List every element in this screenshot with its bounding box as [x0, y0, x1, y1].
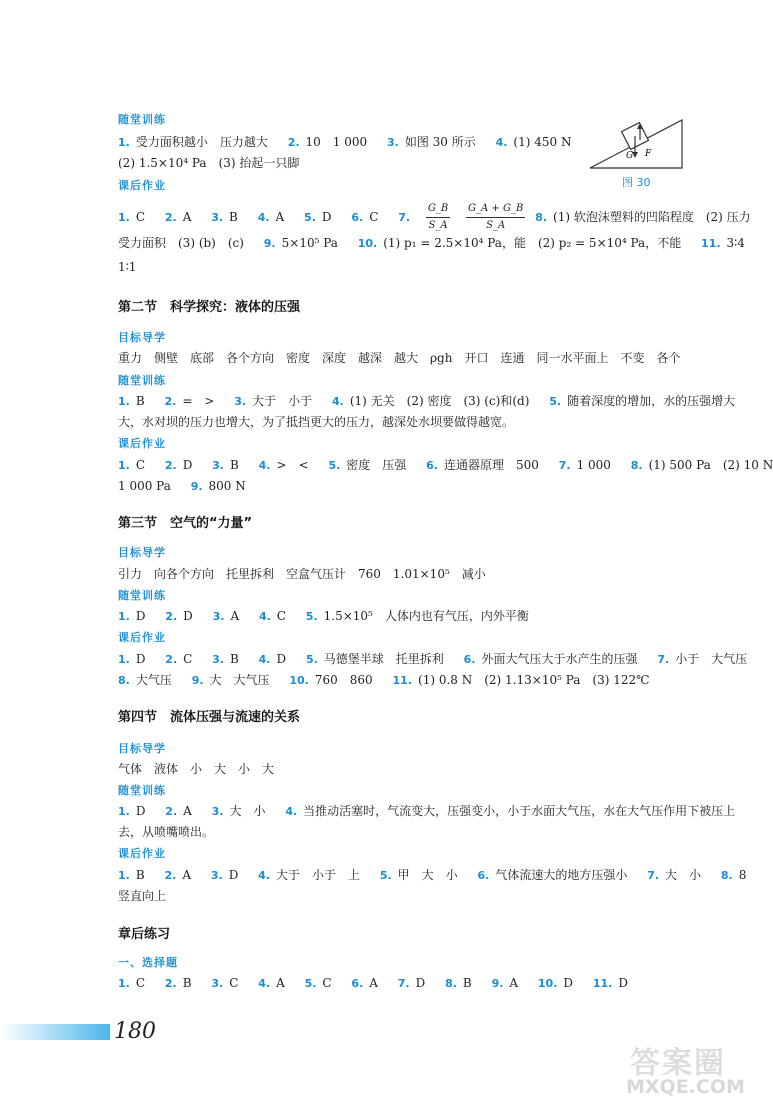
s5-answers-line: 1. C 2. B 3. C 4. A 5. C 6. A 7. D 8. B 9. A 10. D 11. D [118, 976, 628, 990]
fraction-gb-sa: $\frac{G\_B}{S\_A}$ [427, 203, 449, 231]
section-title-3: 第三节 空气的“力量” [118, 516, 253, 531]
answer: A [182, 868, 192, 882]
answer: C [183, 652, 193, 666]
answer: B [230, 652, 239, 666]
s4-suitang-line1: 1. D 2. A 3. 大 小 4. 当推动活塞时，气流变大，压强变小，小于水面大气压，水在大气压作用下被压上 [118, 804, 736, 818]
answer: A [275, 210, 285, 224]
qnum: 4. [495, 136, 508, 149]
section-title-2: 第二节 科学探究：液体的压强 [118, 300, 301, 315]
answer: A [509, 976, 519, 990]
s3-mubiao-text: 引力 向各个方向 托里拆利 空盒气压计 760 1.01×10⁵ 减小 [118, 567, 486, 581]
answer: C [135, 976, 146, 990]
answer: D [182, 458, 193, 472]
label-f: F [645, 149, 652, 159]
heading-mubiao-4: 目标导学 [118, 742, 166, 755]
s3-kehou-line1: 1. D 2. C 3. B 4. D 5. 马德堡半球 托里拆利 6. 外面大气压大于水产生的压强 7. 小于 大气压 [118, 652, 748, 666]
section-title-5: 章后练习 [118, 927, 171, 942]
answer: D [276, 652, 287, 666]
answer: C [135, 458, 146, 472]
answer: 大于 小于 上 [275, 868, 360, 882]
answer: D [135, 609, 146, 623]
answer: C [322, 976, 332, 990]
answer: 1.5×10⁵ 人体内也有气压，内外平衡 [323, 609, 529, 623]
fraction-ga-gb-sa: $\frac{G\_A + G\_B}{S\_A}$ [468, 203, 524, 231]
answer: 连通器原理 500 [443, 458, 539, 472]
answer: 甲 大 小 [397, 868, 458, 882]
answer: (1) 软泡沫塑料的凹陷程度 (2) 压力 [553, 210, 751, 224]
s4-mubiao-text: 气体 液体 小 大 小 大 [118, 762, 275, 776]
answer: D [321, 210, 332, 224]
s2-suitang-line1: 1. B 2. = > 3. 大于 小于 4. (1) 无关 (2) 密度 (3) (c)和(d) 5. 随着深度的增加，水的压强增大 [118, 394, 736, 408]
answer: > < [276, 458, 309, 472]
answer: B [135, 868, 145, 882]
s4-kehou-line2: 竖直向上 [118, 889, 167, 903]
s2-suitang-line2: 大，水对坝的压力也增大，为了抵挡更大的压力，越深处水坝要做得越宽。 [118, 415, 515, 429]
heading-xuanze: 一、选择题 [118, 956, 178, 969]
answer: A [369, 976, 378, 990]
s1-suitang-line1 [118, 134, 571, 151]
answer: 外面大气压大于水产生的压强 [481, 652, 638, 666]
answer: 随着深度的增加，水的压强增大 [567, 394, 736, 408]
answer: 大气压 [135, 673, 172, 687]
section-title-4: 第四节 流体压强与流速的关系 [118, 710, 301, 725]
answer: D [415, 976, 426, 990]
figure-caption: 图 30 [622, 176, 651, 189]
answer: B [462, 976, 472, 990]
heading-kehou-3: 课后作业 [118, 631, 166, 644]
label-g: G [626, 151, 634, 161]
answer: C [369, 210, 379, 224]
answer: D [183, 609, 193, 623]
answer: 受力面积越小 压力越大 [135, 135, 268, 149]
answer: 如图 30 所示 [404, 135, 476, 149]
heading-kehou-1: 课后作业 [118, 179, 166, 192]
heading-suitang-1: 随堂训练 [118, 113, 166, 126]
answer: B [230, 458, 239, 472]
answer: (1) p₁ = 2.5×10⁴ Pa，能 (2) p₂ = 5×10⁴ Pa，不能 [383, 236, 682, 250]
heading-suitang-2: 随堂训练 [118, 374, 166, 387]
answer: B [229, 210, 238, 224]
answer: (1) 0.8 N (2) 1.13×10⁵ Pa (3) 122℃ [418, 673, 650, 687]
answer: C [135, 210, 146, 224]
s4-kehou-line1: 1. B 2. A 3. D 4. 大于 小于 上 5. 甲 大 小 6. 气体流速大的地方压强小 7. 大 小 8. 8 [118, 868, 747, 882]
s3-suitang-line1: 1. D 2. D 3. A 4. C 5. 1.5×10⁵ 人体内也有气压，内外平衡 [118, 609, 529, 623]
s1-suitang-line2: (2) 1.5×10⁴ Pa (3) 抬起一只脚 [118, 156, 300, 170]
qnum: 1. [118, 136, 130, 149]
answer: 小于 大气压 [675, 652, 748, 666]
answer: 大 大气压 [209, 673, 270, 687]
answer: A [183, 804, 192, 818]
s1-kehou-line3: 1∶1 [118, 260, 137, 274]
answer: 1 000 [576, 458, 611, 472]
s2-kehou-line1: 1. C 2. D 3. B 4. > < 5. 密度 压强 6. 连通器原理 500 7. 1 000 8. (1) 500 Pa (2) 10 N [118, 458, 773, 472]
answer: 密度 压强 [346, 458, 407, 472]
answer: 3∶4 [726, 236, 745, 250]
answer: 10 1 000 [305, 135, 368, 149]
answer: A [182, 210, 192, 224]
answer: 8 [738, 868, 747, 882]
s2-kehou-line2: 1 000 Pa 9. 800 N [118, 479, 246, 493]
answer: C [276, 609, 286, 623]
answer: B [182, 976, 192, 990]
answer: 5×10⁵ Pa [281, 236, 338, 250]
answer: B [135, 394, 145, 408]
answer: 800 N [208, 479, 246, 493]
s1-kehou-line2: 受力面积 (3) (b) (c) 9. 5×10⁵ Pa 10. (1) p₁ = 2.5×10⁴ Pa，能 (2) p₂ = 5×10⁴ Pa，不能 11. 3∶4 [118, 236, 745, 250]
page-footer-bar [0, 1024, 110, 1040]
watermark-url: MXQE.COM [626, 1076, 745, 1098]
s4-suitang-line2: 去，从喷嘴喷出。 [118, 825, 215, 839]
answer: 马德堡半球 托里拆利 [323, 652, 444, 666]
heading-kehou-2: 课后作业 [118, 437, 166, 450]
answer: (1) 450 N [513, 135, 572, 149]
heading-suitang-4: 随堂训练 [118, 784, 166, 797]
figure-30-incline [588, 114, 686, 172]
watermark-logo: 答案圈 [630, 1046, 726, 1081]
s2-mubiao-text: 重力 侧壁 底部 各个方向 密度 深度 越深 越大 ρgh 开口 连通 同一水平面上 不变 各个 [118, 351, 681, 365]
answer: 气体流速大的地方压强小 [495, 868, 628, 882]
answer: C [229, 976, 239, 990]
answer: A [230, 609, 240, 623]
answer: = > [182, 394, 215, 408]
answer: 1 000 Pa [118, 479, 171, 493]
qnum: 2. [287, 136, 300, 149]
answer: 当推动活塞时，气流变大，压强变小，小于水面大气压，水在大气压作用下被压上 [303, 804, 736, 818]
heading-kehou-4: 课后作业 [118, 847, 166, 860]
page-number: 180 [114, 1019, 156, 1044]
heading-mubiao-2: 目标导学 [118, 331, 166, 344]
answer: D [135, 804, 146, 818]
answer: D [135, 652, 146, 666]
answer: D [618, 976, 628, 990]
answer: A [276, 976, 285, 990]
answer: 大 小 [665, 868, 702, 882]
answer: (1) 500 Pa (2) 10 N [648, 458, 773, 472]
heading-suitang-3: 随堂训练 [118, 589, 166, 602]
s1-kehou-line1: 1. C 2. A 3. B 4. A 5. D 6. C 7. $\frac{G\_B}{S\_A}$ $\frac{G\_A + G\_B}{S\_A}$ 8. (1) 软泡沫塑料的凹陷程度 (2) 压力 [118, 201, 751, 234]
answer: 大于 小于 [252, 394, 313, 408]
qnum: 3. [386, 136, 399, 149]
answer: D [228, 868, 239, 882]
heading-mubiao-3: 目标导学 [118, 546, 166, 559]
answer: 760 860 [314, 673, 373, 687]
answer: (1) 无关 (2) 密度 (3) (c)和(d) [349, 394, 530, 408]
answer: 受力面积 (3) (b) (c) [118, 236, 244, 250]
answer: D [563, 976, 574, 990]
s3-kehou-line2: 8. 大气压 9. 大 大气压 10. 760 860 11. (1) 0.8 N (2) 1.13×10⁵ Pa (3) 122℃ [118, 673, 650, 687]
answer: 大 小 [229, 804, 266, 818]
